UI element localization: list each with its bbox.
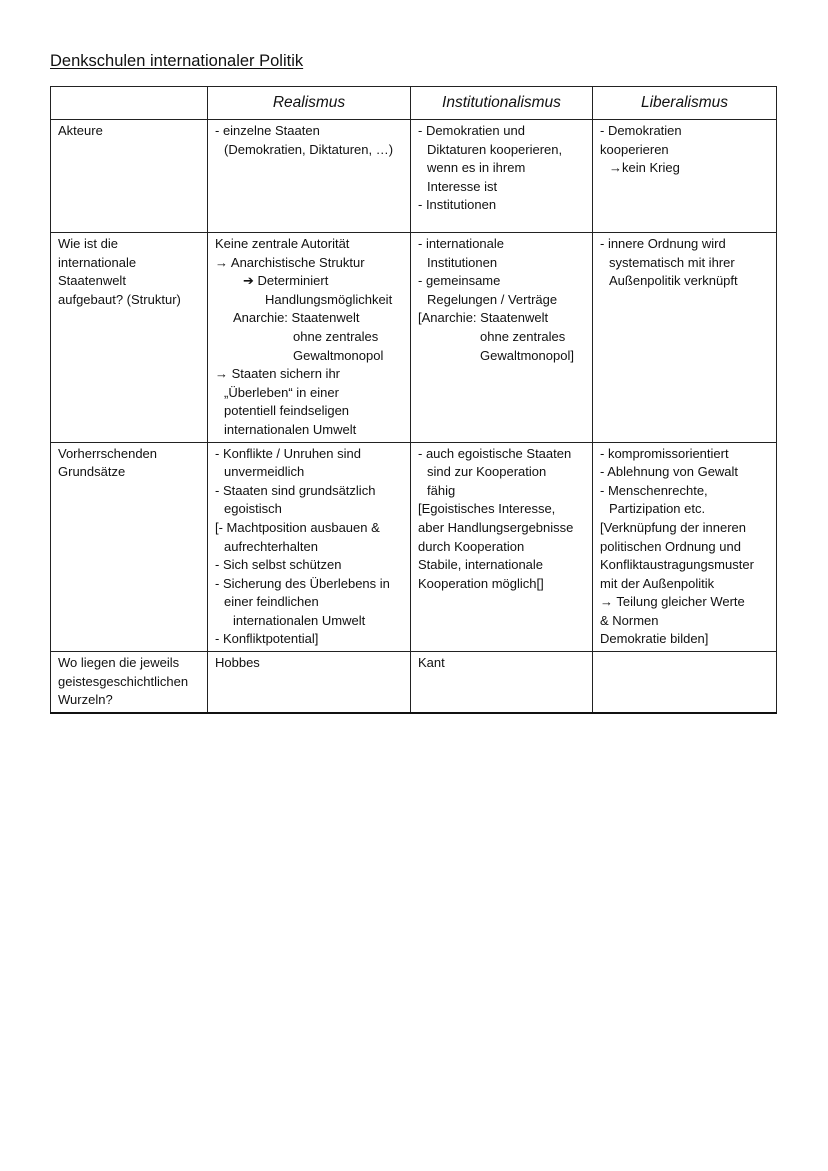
cell-line: Wie ist die [58, 236, 118, 251]
table-row [51, 233, 777, 443]
header-realismus: Realismus [208, 87, 411, 120]
realismus-cell [208, 233, 411, 443]
cell-line: Gewaltmonopol] [480, 347, 574, 363]
cell-line: Außenpolitik verknüpft [609, 273, 738, 289]
cell-line: einer feindlichen [224, 594, 319, 610]
cell-line: durch Kooperation [418, 538, 525, 554]
cell-line: - Institutionen [418, 197, 497, 213]
cell-line: Kant [418, 655, 445, 671]
cell-line: - gemeinsame [418, 273, 501, 289]
institutionalismus-cell [411, 233, 593, 443]
cell-line: aufrechterhalten [224, 538, 318, 554]
cell-line: Gewaltmonopol [293, 347, 384, 363]
liberalismus-cell [593, 652, 777, 713]
cell-line: internationalen Umwelt [224, 421, 357, 437]
cell-line: Vorherrschenden [58, 445, 158, 461]
cell-line: - Sicherung des Überlebens in [215, 575, 390, 591]
cell-line: Kooperation möglich[] [418, 575, 544, 591]
cell-line: egoistisch [224, 501, 282, 517]
cell-line: Wurzeln? [58, 692, 113, 708]
table-header-row [51, 87, 777, 120]
cell-line: - Konfliktpotential] [215, 631, 319, 647]
cell-line: → Staaten sichern ihr [215, 366, 341, 382]
header-empty [51, 87, 208, 120]
cell-line: - auch egoistische Staaten [418, 445, 572, 461]
cell-line: Akteure [58, 123, 103, 138]
cell-line: Staatenwelt [58, 273, 126, 289]
table-row [51, 120, 777, 233]
cell-line: wenn es in ihrem [427, 160, 526, 176]
cell-line: Wo liegen die jeweils [58, 655, 180, 671]
table-row [51, 442, 777, 652]
cell-line: sind zur Kooperation [427, 464, 547, 480]
cell-line: ohne zentrales [480, 328, 566, 344]
row-label-cell [51, 233, 208, 443]
cell-line: aufgebaut? (Struktur) [58, 291, 181, 307]
row-label-cell [51, 120, 208, 233]
cell-line: - kompromissorientiert [600, 445, 729, 461]
institutionalismus-cell [411, 652, 593, 713]
cell-line: Anarchie: Staatenwelt [233, 310, 360, 326]
realismus-cell [208, 652, 411, 713]
header-institutionalismus: Institutionalismus [411, 87, 593, 120]
cell-line: - Staaten sind grundsätzlich [215, 482, 376, 498]
cell-line: unvermeidlich [224, 464, 305, 480]
cell-line: mit der Außenpolitik [600, 575, 715, 591]
cell-line: - einzelne Staaten [215, 123, 320, 138]
cell-line: ohne zentrales [293, 328, 379, 344]
cell-line: „Überleben“ in einer [224, 384, 339, 400]
cell-line: - Demokratien [600, 123, 682, 138]
cell-line: [Anarchie: Staatenwelt [418, 310, 549, 326]
page-title: Denkschulen internationaler Politik [50, 52, 304, 70]
realismus-cell [208, 442, 411, 652]
cell-line: - Demokratien und [418, 123, 525, 138]
cell-line: fähig [427, 482, 456, 498]
header-liberalismus: Liberalismus [593, 87, 777, 120]
institutionalismus-cell [411, 120, 593, 233]
institutionalismus-cell [411, 442, 593, 652]
cell-line: Diktaturen kooperieren, [427, 141, 563, 157]
liberalismus-cell [593, 442, 777, 652]
cell-line: geistesgeschichtlichen [58, 673, 189, 689]
cell-line: Grundsätze [58, 464, 126, 480]
cell-line: - internationale [418, 236, 504, 251]
cell-line: - innere Ordnung wird [600, 236, 726, 251]
cell-line: → Anarchistische Struktur [215, 254, 365, 270]
comparison-table [50, 86, 777, 714]
cell-line: systematisch mit ihrer [609, 254, 735, 270]
cell-line: - Ablehnung von Gewalt [600, 464, 739, 480]
cell-line: Partizipation etc. [609, 501, 706, 517]
table-row [51, 652, 777, 713]
realismus-cell [208, 120, 411, 233]
cell-line: - Konflikte / Unruhen sind [215, 445, 361, 461]
cell-line: Interesse ist [427, 178, 498, 194]
liberalismus-cell [593, 233, 777, 443]
cell-line: Regelungen / Verträge [427, 291, 558, 307]
cell-line: aber Handlungsergebnisse [418, 519, 574, 535]
cell-line: kooperieren [600, 141, 669, 157]
cell-line: Hobbes [215, 655, 260, 671]
cell-line: [- Machtposition ausbauen & [215, 519, 380, 535]
cell-line: → Teilung gleicher Werte [600, 594, 745, 610]
row-label-cell [51, 442, 208, 652]
cell-line: (Demokratien, Diktaturen, …) [224, 141, 394, 157]
liberalismus-cell [593, 120, 777, 233]
cell-line: [Verknüpfung der inneren [600, 519, 746, 535]
cell-line: Demokratie bilden] [600, 631, 709, 647]
cell-line: internationale [58, 254, 137, 270]
cell-line: politischen Ordnung und [600, 538, 741, 554]
cell-line: potentiell feindseligen [224, 403, 350, 419]
cell-line: Institutionen [427, 254, 498, 270]
cell-line: Keine zentrale Autorität [215, 236, 350, 251]
cell-line: & Normen [600, 612, 659, 628]
cell-line: - Menschenrechte, [600, 482, 708, 498]
cell-line: Stabile, internationale [418, 557, 544, 573]
cell-line: [Egoistisches Interesse, [418, 501, 556, 517]
cell-line: ➔ Determiniert [243, 273, 329, 289]
cell-line: - Sich selbst schützen [215, 557, 342, 573]
cell-line: Konfliktaustragungsmuster [600, 557, 754, 573]
cell-line: →kein Krieg [609, 160, 680, 176]
cell-line: Handlungsmöglichkeit [265, 291, 393, 307]
cell-line: internationalen Umwelt [233, 612, 366, 628]
row-label-cell [51, 652, 208, 713]
